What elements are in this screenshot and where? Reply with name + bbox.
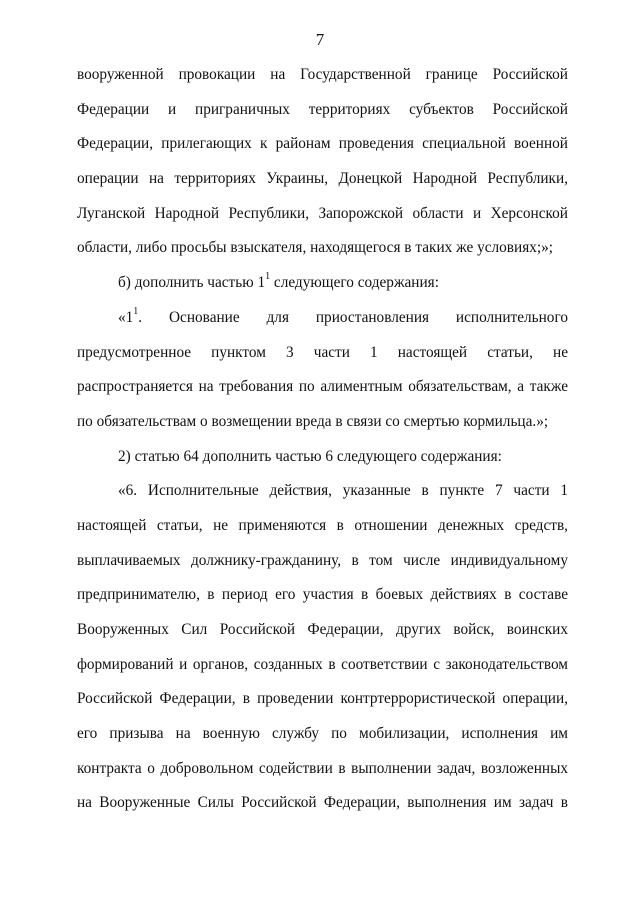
text-segment: «1	[118, 308, 134, 326]
text-line: его призыва на военную службу по мобилизации, исполнения им	[77, 725, 568, 743]
text-line: Федерации и приграничных территориях субъектов Российской	[77, 100, 568, 118]
text-line: распространяется на требования по алиментным обязательствам, а также	[77, 378, 568, 396]
text-line: выплачиваемых должнику-гражданину, в том числе индивидуальному	[77, 551, 568, 569]
text-line: Российской Федерации, в проведении контртеррористической операции,	[77, 690, 568, 708]
page-number: 7	[315, 30, 325, 49]
text-line: 2) статью 64 дополнить частью 6 следующего содержания:	[118, 447, 502, 465]
text-line: Луганской Народной Республики, Запорожской области и Херсонской	[77, 204, 568, 222]
text-line: на Вооруженные Силы Российской Федерации, выполнения им задач в	[77, 794, 568, 812]
text-line: настоящей статьи, не применяются в отношении денежных средств,	[77, 516, 568, 534]
superscript: 1	[133, 305, 139, 317]
text-line: предусмотренное пунктом 3 части 1 настоящей статьи, не	[77, 343, 568, 361]
text-line: области, либо просьбы взыскателя, находящегося в таких же условиях;»;	[77, 239, 554, 257]
text-line: предпринимателю, в период его участия в боевых действиях в составе	[77, 586, 568, 604]
text-line: вооруженной провокации на Государственной границе Российской	[77, 66, 568, 83]
text-segment: б) дополнить частью 1	[118, 274, 266, 292]
text-line: «6. Исполнительные действия, указанные в пункте 7 части 1	[118, 482, 568, 500]
text-line: по обязательствам о возмещении вреда в связи со смертью кормильца.»;	[77, 412, 549, 430]
text-line: Вооруженных Сил Российской Федерации, других войск, воинских	[77, 621, 568, 638]
paragraph-line-with-superscript	[77, 301, 568, 336]
text-line: контракта о добровольном содействии в выполнении задач, возложенных	[77, 759, 568, 777]
superscript: 1	[265, 271, 271, 283]
text-line: формирований и органов, созданных в соответствии с законодательством	[77, 655, 568, 673]
text-line: Федерации, прилегающих к районам проведения специальной военной	[77, 135, 568, 153]
paragraph-line-with-superscript	[77, 266, 568, 301]
text-line: операции на территориях Украины, Донецкой Народной Республики,	[77, 170, 568, 188]
text-segment: следующего содержания:	[270, 274, 439, 292]
document-body	[77, 58, 568, 821]
text-segment: . Основание для приостановления исполнительного	[138, 308, 568, 326]
